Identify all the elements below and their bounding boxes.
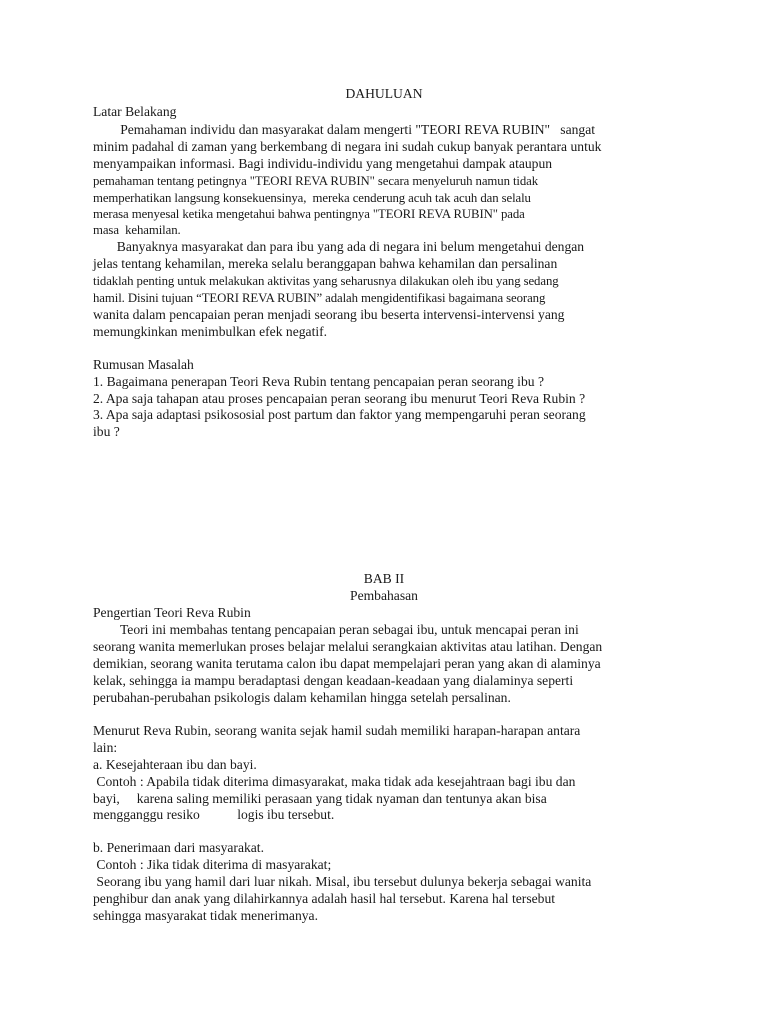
section2-para2-line: bayi, karena saling memiliki perasaan yang tidak nyaman dan tentunya akan bisa (93, 791, 547, 806)
section1-para1-line: merasa menyesal ketika mengetahui bahwa pentingnya "TEORI REVA RUBIN" pada (93, 207, 525, 221)
section2-para3-line: sehingga masyarakat tidak menerimanya. (93, 908, 318, 923)
section2-heading: BAB II (363, 571, 405, 586)
section1-para1-line: masa kehamilan. (93, 223, 181, 237)
section2-para2-line: lain: (93, 740, 118, 755)
rumusan-item: 2. Apa saja tahapan atau proses pencapaian peran seorang ibu menurut Teori Reva Rubin ? (93, 391, 586, 406)
section2-para1-line: kelak, sehingga ia mampu beradaptasi dengan keadaan-keadaan yang dialaminya seperti (93, 673, 574, 688)
section1-para2-line: wanita dalam pencapaian peran menjadi seorang ibu beserta intervensi-intervensi yang (93, 307, 565, 322)
section2-para3-line: b. Penerimaan dari masyarakat. (93, 840, 264, 855)
section1-para2-line: memungkinkan menimbulkan efek negatif. (93, 324, 328, 339)
section1-para2-line: tidaklah penting untuk melakukan aktivitas yang seharusnya dilakukan oleh ibu yang sedang (93, 274, 559, 288)
section1-subheading: Latar Belakang (93, 104, 177, 119)
section2-para2-line: mengganggu resiko logis ibu tersebut. (93, 807, 335, 822)
section2-para2-line: a. Kesejahteraan ibu dan bayi. (93, 757, 257, 772)
rumusan-item: ibu ? (93, 424, 120, 439)
section1-para1-line: pemahaman tentang petingnya "TEORI REVA RUBIN" secara menyeluruh namun tidak (93, 174, 539, 188)
section1-para2-line: jelas tentang kehamilan, mereka selalu beranggapan bahwa kehamilan dan persalinan (93, 256, 558, 271)
section1-para1-line: minim padahal di zaman yang berkembang di negara ini sudah cukup banyak perantara untuk (93, 139, 602, 154)
section2-para2-line: Contoh : Apabila tidak diterima dimasyarakat, maka tidak ada kesejahtraan bagi ibu dan (93, 774, 576, 789)
section2-para1-line: Teori ini membahas tentang pencapaian peran sebagai ibu, untuk mencapai peran ini (93, 622, 579, 637)
section2-subheading: Pembahasan (350, 588, 418, 603)
section2-para1-line: seorang wanita memerlukan proses belajar melalui serangkaian aktivitas atau latihan. Dengan (93, 639, 603, 654)
rumusan-item: 3. Apa saja adaptasi psikososial post partum dan faktor yang mempengaruhi peran seorang (93, 407, 586, 422)
section2-para1-line: demikian, seorang wanita terutama calon ibu dapat mempelajari peran yang akan di alaminya (93, 656, 601, 671)
section1-para1-line: menyampaikan informasi. Bagi individu-individu yang mengetahui dampak ataupun (93, 156, 553, 171)
section2-para3-line: Seorang ibu yang hamil dari luar nikah. Misal, ibu tersebut dulunya bekerja sebagai wanita (93, 874, 592, 889)
section1-para1-line: memperhatikan langsung konsekuensinya, mereka cenderung acuh tak acuh dan selalu (93, 191, 531, 205)
rumusan-item: 1. Bagaimana penerapan Teori Reva Rubin tentang pencapaian peran seorang ibu ? (93, 374, 544, 389)
section2-para3-line: Contoh : Jika tidak diterima di masyarakat; (93, 857, 332, 872)
section2-title: Pengertian Teori Reva Rubin (93, 605, 251, 620)
section1-para1-line: Pemahaman individu dan masyarakat dalam mengerti "TEORI REVA RUBIN" sangat (93, 122, 596, 137)
section1-heading: DAHULUAN (345, 86, 423, 101)
section2-para2-line: Menurut Reva Rubin, seorang wanita sejak hamil sudah memiliki harapan-harapan antara (93, 723, 581, 738)
section1-para2-line: hamil. Disini tujuan “TEORI REVA RUBIN” adalah mengidentifikasi bagaimana seorang (93, 291, 546, 305)
rumusan-heading: Rumusan Masalah (93, 357, 194, 372)
section2-para1-line: perubahan-perubahan psikologis dalam kehamilan hingga setelah persalinan. (93, 690, 511, 705)
section1-para2-line: Banyaknya masyarakat dan para ibu yang ada di negara ini belum mengetahui dengan (93, 239, 585, 254)
section2-para3-line: penghibur dan anak yang dilahirkannya adalah hasil hal tersebut. Karena hal tersebut (93, 891, 556, 906)
